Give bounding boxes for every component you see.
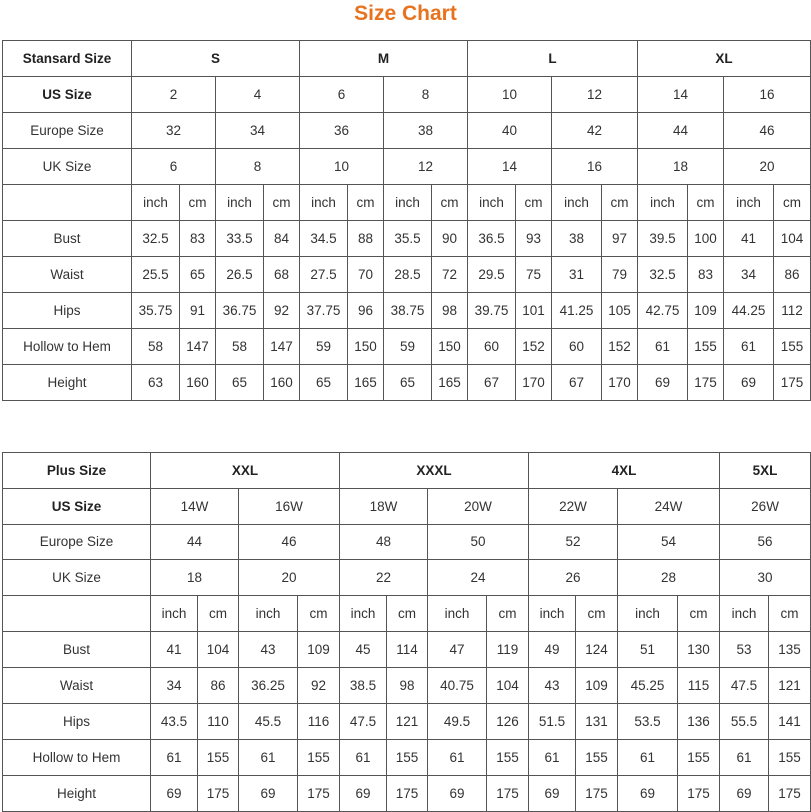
measurement-cm-cell: 130 <box>678 632 720 668</box>
unit-cm: cm <box>774 185 811 221</box>
measurement-inch-cell: 42.75 <box>638 293 688 329</box>
measurement-label: Bust <box>3 632 151 668</box>
measurement-inch-cell: 61 <box>720 740 769 776</box>
measurement-inch-cell: 69 <box>151 776 198 812</box>
measurement-cm-cell: 75 <box>516 257 552 293</box>
measurement-cm-cell: 152 <box>516 329 552 365</box>
size-group-header: XXXL <box>340 453 529 489</box>
measurement-cm-cell: 150 <box>432 329 468 365</box>
unit-inch: inch <box>340 596 387 632</box>
measurement-cm-cell: 115 <box>678 668 720 704</box>
uk-size-cell: 30 <box>720 560 811 596</box>
unit-inch: inch <box>724 185 774 221</box>
measurement-cm-cell: 101 <box>516 293 552 329</box>
unit-cm: cm <box>387 596 428 632</box>
measurement-cm-cell: 96 <box>348 293 384 329</box>
measurement-inch-cell: 69 <box>428 776 487 812</box>
measurement-cm-cell: 119 <box>487 632 529 668</box>
page-title: Size Chart <box>354 2 457 25</box>
measurement-label: Waist <box>3 257 132 293</box>
unit-row-blank <box>3 185 132 221</box>
measurement-inch-cell: 59 <box>300 329 348 365</box>
measurement-inch-cell: 61 <box>428 740 487 776</box>
measurement-cm-cell: 79 <box>602 257 638 293</box>
measurement-inch-cell: 65 <box>216 365 264 401</box>
measurement-inch-cell: 67 <box>468 365 516 401</box>
measurement-cm-cell: 86 <box>774 257 811 293</box>
measurement-inch-cell: 31 <box>552 257 602 293</box>
unit-inch: inch <box>132 185 180 221</box>
measurement-inch-cell: 61 <box>618 740 678 776</box>
uk-size-cell: 28 <box>618 560 720 596</box>
unit-row-blank <box>3 596 151 632</box>
measurement-cm-cell: 105 <box>602 293 638 329</box>
measurement-inch-cell: 61 <box>724 329 774 365</box>
measurement-inch-cell: 45.5 <box>239 704 298 740</box>
measurement-cm-cell: 88 <box>348 221 384 257</box>
measurement-inch-cell: 36.25 <box>239 668 298 704</box>
measurement-inch-cell: 40.75 <box>428 668 487 704</box>
measurement-inch-cell: 43 <box>239 632 298 668</box>
europe-size-cell: 42 <box>552 113 638 149</box>
measurement-inch-cell: 60 <box>552 329 602 365</box>
measurement-cm-cell: 84 <box>264 221 300 257</box>
measurement-inch-cell: 35.75 <box>132 293 180 329</box>
measurement-inch-cell: 63 <box>132 365 180 401</box>
us-size-cell: 20W <box>428 488 529 524</box>
europe-size-cell: 54 <box>618 524 720 560</box>
measurement-inch-cell: 27.5 <box>300 257 348 293</box>
us-size-cell: 24W <box>618 488 720 524</box>
us-size-cell: 16W <box>239 488 340 524</box>
measurement-inch-cell: 65 <box>300 365 348 401</box>
table-row <box>3 365 811 401</box>
uk-size-cell: 16 <box>552 149 638 185</box>
uk-size-cell: 20 <box>724 149 811 185</box>
unit-cm: cm <box>180 185 216 221</box>
europe-size-cell: 46 <box>239 524 340 560</box>
unit-cm: cm <box>432 185 468 221</box>
measurement-cm-cell: 109 <box>576 668 618 704</box>
unit-cm: cm <box>198 596 239 632</box>
size-group-header: XXL <box>151 453 340 489</box>
uk-size-cell: 14 <box>468 149 552 185</box>
measurement-cm-cell: 100 <box>688 221 724 257</box>
measurement-inch-cell: 58 <box>216 329 264 365</box>
measurement-cm-cell: 170 <box>602 365 638 401</box>
us-size-label: US Size <box>3 488 151 524</box>
us-size-cell: 16 <box>724 77 811 113</box>
unit-cm: cm <box>298 596 340 632</box>
europe-size-cell: 50 <box>428 524 529 560</box>
measurement-cm-cell: 124 <box>576 632 618 668</box>
measurement-inch-cell: 47.5 <box>720 668 769 704</box>
measurement-cm-cell: 92 <box>264 293 300 329</box>
measurement-cm-cell: 93 <box>516 221 552 257</box>
measurement-inch-cell: 33.5 <box>216 221 264 257</box>
unit-cm: cm <box>678 596 720 632</box>
measurement-cm-cell: 175 <box>769 776 811 812</box>
measurement-inch-cell: 32.5 <box>132 221 180 257</box>
measurement-label: Hips <box>3 293 132 329</box>
uk-size-cell: 26 <box>529 560 618 596</box>
unit-inch: inch <box>239 596 298 632</box>
measurement-label: Height <box>3 776 151 812</box>
us-size-cell: 18W <box>340 488 428 524</box>
measurement-inch-cell: 53.5 <box>618 704 678 740</box>
unit-inch: inch <box>529 596 576 632</box>
size-group-header: 5XL <box>720 453 811 489</box>
unit-cm: cm <box>602 185 638 221</box>
measurement-cm-cell: 70 <box>348 257 384 293</box>
measurement-inch-cell: 38.75 <box>384 293 432 329</box>
measurement-inch-cell: 36.75 <box>216 293 264 329</box>
measurement-cm-cell: 165 <box>348 365 384 401</box>
measurement-inch-cell: 69 <box>529 776 576 812</box>
uk-size-cell: 24 <box>428 560 529 596</box>
uk-size-cell: 18 <box>638 149 724 185</box>
measurement-inch-cell: 26.5 <box>216 257 264 293</box>
unit-cm: cm <box>688 185 724 221</box>
measurement-cm-cell: 109 <box>688 293 724 329</box>
measurement-cm-cell: 104 <box>774 221 811 257</box>
measurement-cm-cell: 104 <box>198 632 239 668</box>
unit-cm: cm <box>769 596 811 632</box>
europe-size-cell: 32 <box>132 113 216 149</box>
europe-size-cell: 44 <box>638 113 724 149</box>
measurement-cm-cell: 116 <box>298 704 340 740</box>
measurement-cm-cell: 109 <box>298 632 340 668</box>
measurement-inch-cell: 61 <box>151 740 198 776</box>
measurement-cm-cell: 170 <box>516 365 552 401</box>
measurement-label: Hips <box>3 704 151 740</box>
measurement-cm-cell: 83 <box>688 257 724 293</box>
us-size-cell: 14W <box>151 488 239 524</box>
measurement-cm-cell: 92 <box>298 668 340 704</box>
measurement-inch-cell: 69 <box>720 776 769 812</box>
measurement-inch-cell: 35.5 <box>384 221 432 257</box>
measurement-inch-cell: 61 <box>239 740 298 776</box>
unit-row <box>3 596 811 632</box>
measurement-cm-cell: 152 <box>602 329 638 365</box>
measurement-inch-cell: 29.5 <box>468 257 516 293</box>
europe-size-label: Europe Size <box>3 524 151 560</box>
measurement-cm-cell: 72 <box>432 257 468 293</box>
uk-size-cell: 12 <box>384 149 468 185</box>
measurement-inch-cell: 34.5 <box>300 221 348 257</box>
measurement-label: Height <box>3 365 132 401</box>
measurement-inch-cell: 51.5 <box>529 704 576 740</box>
table-row <box>3 704 811 740</box>
table-row <box>3 221 811 257</box>
measurement-inch-cell: 61 <box>638 329 688 365</box>
measurement-cm-cell: 86 <box>198 668 239 704</box>
measurement-inch-cell: 41 <box>724 221 774 257</box>
measurement-inch-cell: 69 <box>239 776 298 812</box>
measurement-inch-cell: 32.5 <box>638 257 688 293</box>
us-size-cell: 4 <box>216 77 300 113</box>
measurement-inch-cell: 38.5 <box>340 668 387 704</box>
europe-size-cell: 36 <box>300 113 384 149</box>
plus-size-table <box>2 452 811 812</box>
europe-size-label: Europe Size <box>3 113 132 149</box>
measurement-cm-cell: 114 <box>387 632 428 668</box>
unit-inch: inch <box>151 596 198 632</box>
unit-inch: inch <box>216 185 264 221</box>
measurement-cm-cell: 155 <box>576 740 618 776</box>
measurement-inch-cell: 69 <box>618 776 678 812</box>
measurement-cm-cell: 104 <box>487 668 529 704</box>
us-size-cell: 26W <box>720 488 811 524</box>
measurement-inch-cell: 61 <box>340 740 387 776</box>
measurement-cm-cell: 90 <box>432 221 468 257</box>
measurement-cm-cell: 160 <box>264 365 300 401</box>
us-size-cell: 10 <box>468 77 552 113</box>
measurement-inch-cell: 44.25 <box>724 293 774 329</box>
measurement-inch-cell: 41.25 <box>552 293 602 329</box>
uk-size-cell: 10 <box>300 149 384 185</box>
us-size-cell: 2 <box>132 77 216 113</box>
unit-inch: inch <box>384 185 432 221</box>
measurement-cm-cell: 175 <box>576 776 618 812</box>
measurement-cm-cell: 175 <box>198 776 239 812</box>
measurement-cm-cell: 155 <box>298 740 340 776</box>
unit-row <box>3 185 811 221</box>
measurement-cm-cell: 121 <box>769 668 811 704</box>
unit-inch: inch <box>468 185 516 221</box>
measurement-inch-cell: 49.5 <box>428 704 487 740</box>
europe-size-cell: 46 <box>724 113 811 149</box>
us-size-cell: 14 <box>638 77 724 113</box>
measurement-cm-cell: 131 <box>576 704 618 740</box>
us-size-cell: 8 <box>384 77 468 113</box>
size-group-header: M <box>300 41 468 77</box>
measurement-inch-cell: 28.5 <box>384 257 432 293</box>
measurement-inch-cell: 65 <box>384 365 432 401</box>
us-size-cell: 12 <box>552 77 638 113</box>
table-row <box>3 632 811 668</box>
measurement-inch-cell: 25.5 <box>132 257 180 293</box>
size-group-header: 4XL <box>529 453 720 489</box>
measurement-inch-cell: 36.5 <box>468 221 516 257</box>
europe-size-cell: 40 <box>468 113 552 149</box>
measurement-cm-cell: 175 <box>298 776 340 812</box>
europe-size-cell: 56 <box>720 524 811 560</box>
size-group-header: L <box>468 41 638 77</box>
measurement-cm-cell: 147 <box>180 329 216 365</box>
europe-size-cell: 44 <box>151 524 239 560</box>
measurement-cm-cell: 147 <box>264 329 300 365</box>
uk-size-label: UK Size <box>3 149 132 185</box>
measurement-cm-cell: 83 <box>180 221 216 257</box>
measurement-inch-cell: 37.75 <box>300 293 348 329</box>
measurement-inch-cell: 34 <box>151 668 198 704</box>
measurement-inch-cell: 38 <box>552 221 602 257</box>
measurement-inch-cell: 58 <box>132 329 180 365</box>
standard-size-header: Stansard Size <box>3 41 132 77</box>
measurement-inch-cell: 39.5 <box>638 221 688 257</box>
measurement-inch-cell: 69 <box>340 776 387 812</box>
measurement-inch-cell: 60 <box>468 329 516 365</box>
measurement-cm-cell: 175 <box>487 776 529 812</box>
table-row <box>3 668 811 704</box>
measurement-cm-cell: 136 <box>678 704 720 740</box>
measurement-inch-cell: 49 <box>529 632 576 668</box>
us-size-label: US Size <box>3 77 132 113</box>
table-row <box>3 776 811 812</box>
measurement-label: Waist <box>3 668 151 704</box>
measurement-inch-cell: 51 <box>618 632 678 668</box>
measurement-cm-cell: 165 <box>432 365 468 401</box>
measurement-cm-cell: 175 <box>678 776 720 812</box>
measurement-inch-cell: 69 <box>724 365 774 401</box>
unit-cm: cm <box>576 596 618 632</box>
uk-size-cell: 8 <box>216 149 300 185</box>
measurement-inch-cell: 39.75 <box>468 293 516 329</box>
measurement-cm-cell: 135 <box>769 632 811 668</box>
us-size-cell: 6 <box>300 77 384 113</box>
size-group-header: XL <box>638 41 811 77</box>
measurement-cm-cell: 91 <box>180 293 216 329</box>
standard-size-table <box>2 40 811 401</box>
standard-measurement-rows <box>3 221 811 401</box>
measurement-cm-cell: 65 <box>180 257 216 293</box>
uk-size-cell: 20 <box>239 560 340 596</box>
uk-size-cell: 18 <box>151 560 239 596</box>
table-row <box>3 329 811 365</box>
unit-cm: cm <box>516 185 552 221</box>
measurement-inch-cell: 41 <box>151 632 198 668</box>
measurement-cm-cell: 160 <box>180 365 216 401</box>
unit-inch: inch <box>300 185 348 221</box>
unit-inch: inch <box>428 596 487 632</box>
measurement-cm-cell: 155 <box>688 329 724 365</box>
measurement-cm-cell: 155 <box>387 740 428 776</box>
measurement-inch-cell: 53 <box>720 632 769 668</box>
measurement-cm-cell: 155 <box>198 740 239 776</box>
measurement-cm-cell: 97 <box>602 221 638 257</box>
unit-inch: inch <box>720 596 769 632</box>
measurement-cm-cell: 155 <box>487 740 529 776</box>
unit-inch: inch <box>552 185 602 221</box>
measurement-cm-cell: 175 <box>387 776 428 812</box>
measurement-cm-cell: 126 <box>487 704 529 740</box>
measurement-inch-cell: 34 <box>724 257 774 293</box>
uk-size-label: UK Size <box>3 560 151 596</box>
uk-size-cell: 22 <box>340 560 428 596</box>
europe-size-cell: 34 <box>216 113 300 149</box>
measurement-cm-cell: 98 <box>432 293 468 329</box>
measurement-inch-cell: 69 <box>638 365 688 401</box>
measurement-label: Hollow to Hem <box>3 740 151 776</box>
measurement-cm-cell: 155 <box>769 740 811 776</box>
measurement-cm-cell: 175 <box>688 365 724 401</box>
measurement-cm-cell: 121 <box>387 704 428 740</box>
measurement-cm-cell: 150 <box>348 329 384 365</box>
unit-cm: cm <box>348 185 384 221</box>
table-row <box>3 257 811 293</box>
unit-inch: inch <box>618 596 678 632</box>
measurement-inch-cell: 45 <box>340 632 387 668</box>
measurement-cm-cell: 155 <box>678 740 720 776</box>
measurement-label: Bust <box>3 221 132 257</box>
measurement-cm-cell: 175 <box>774 365 811 401</box>
measurement-cm-cell: 141 <box>769 704 811 740</box>
plus-size-header: Plus Size <box>3 453 151 489</box>
measurement-cm-cell: 110 <box>198 704 239 740</box>
unit-cm: cm <box>487 596 529 632</box>
measurement-cm-cell: 112 <box>774 293 811 329</box>
measurement-inch-cell: 67 <box>552 365 602 401</box>
unit-inch: inch <box>638 185 688 221</box>
size-group-header: S <box>132 41 300 77</box>
europe-size-cell: 52 <box>529 524 618 560</box>
europe-size-cell: 38 <box>384 113 468 149</box>
europe-size-cell: 48 <box>340 524 428 560</box>
measurement-cm-cell: 98 <box>387 668 428 704</box>
unit-cm: cm <box>264 185 300 221</box>
measurement-label: Hollow to Hem <box>3 329 132 365</box>
measurement-inch-cell: 45.25 <box>618 668 678 704</box>
measurement-inch-cell: 47.5 <box>340 704 387 740</box>
measurement-inch-cell: 61 <box>529 740 576 776</box>
plus-measurement-rows <box>3 632 811 812</box>
measurement-inch-cell: 47 <box>428 632 487 668</box>
measurement-inch-cell: 59 <box>384 329 432 365</box>
uk-size-cell: 6 <box>132 149 216 185</box>
measurement-cm-cell: 68 <box>264 257 300 293</box>
measurement-inch-cell: 55.5 <box>720 704 769 740</box>
measurement-inch-cell: 43 <box>529 668 576 704</box>
measurement-inch-cell: 43.5 <box>151 704 198 740</box>
table-row <box>3 293 811 329</box>
measurement-cm-cell: 155 <box>774 329 811 365</box>
table-row <box>3 740 811 776</box>
us-size-cell: 22W <box>529 488 618 524</box>
